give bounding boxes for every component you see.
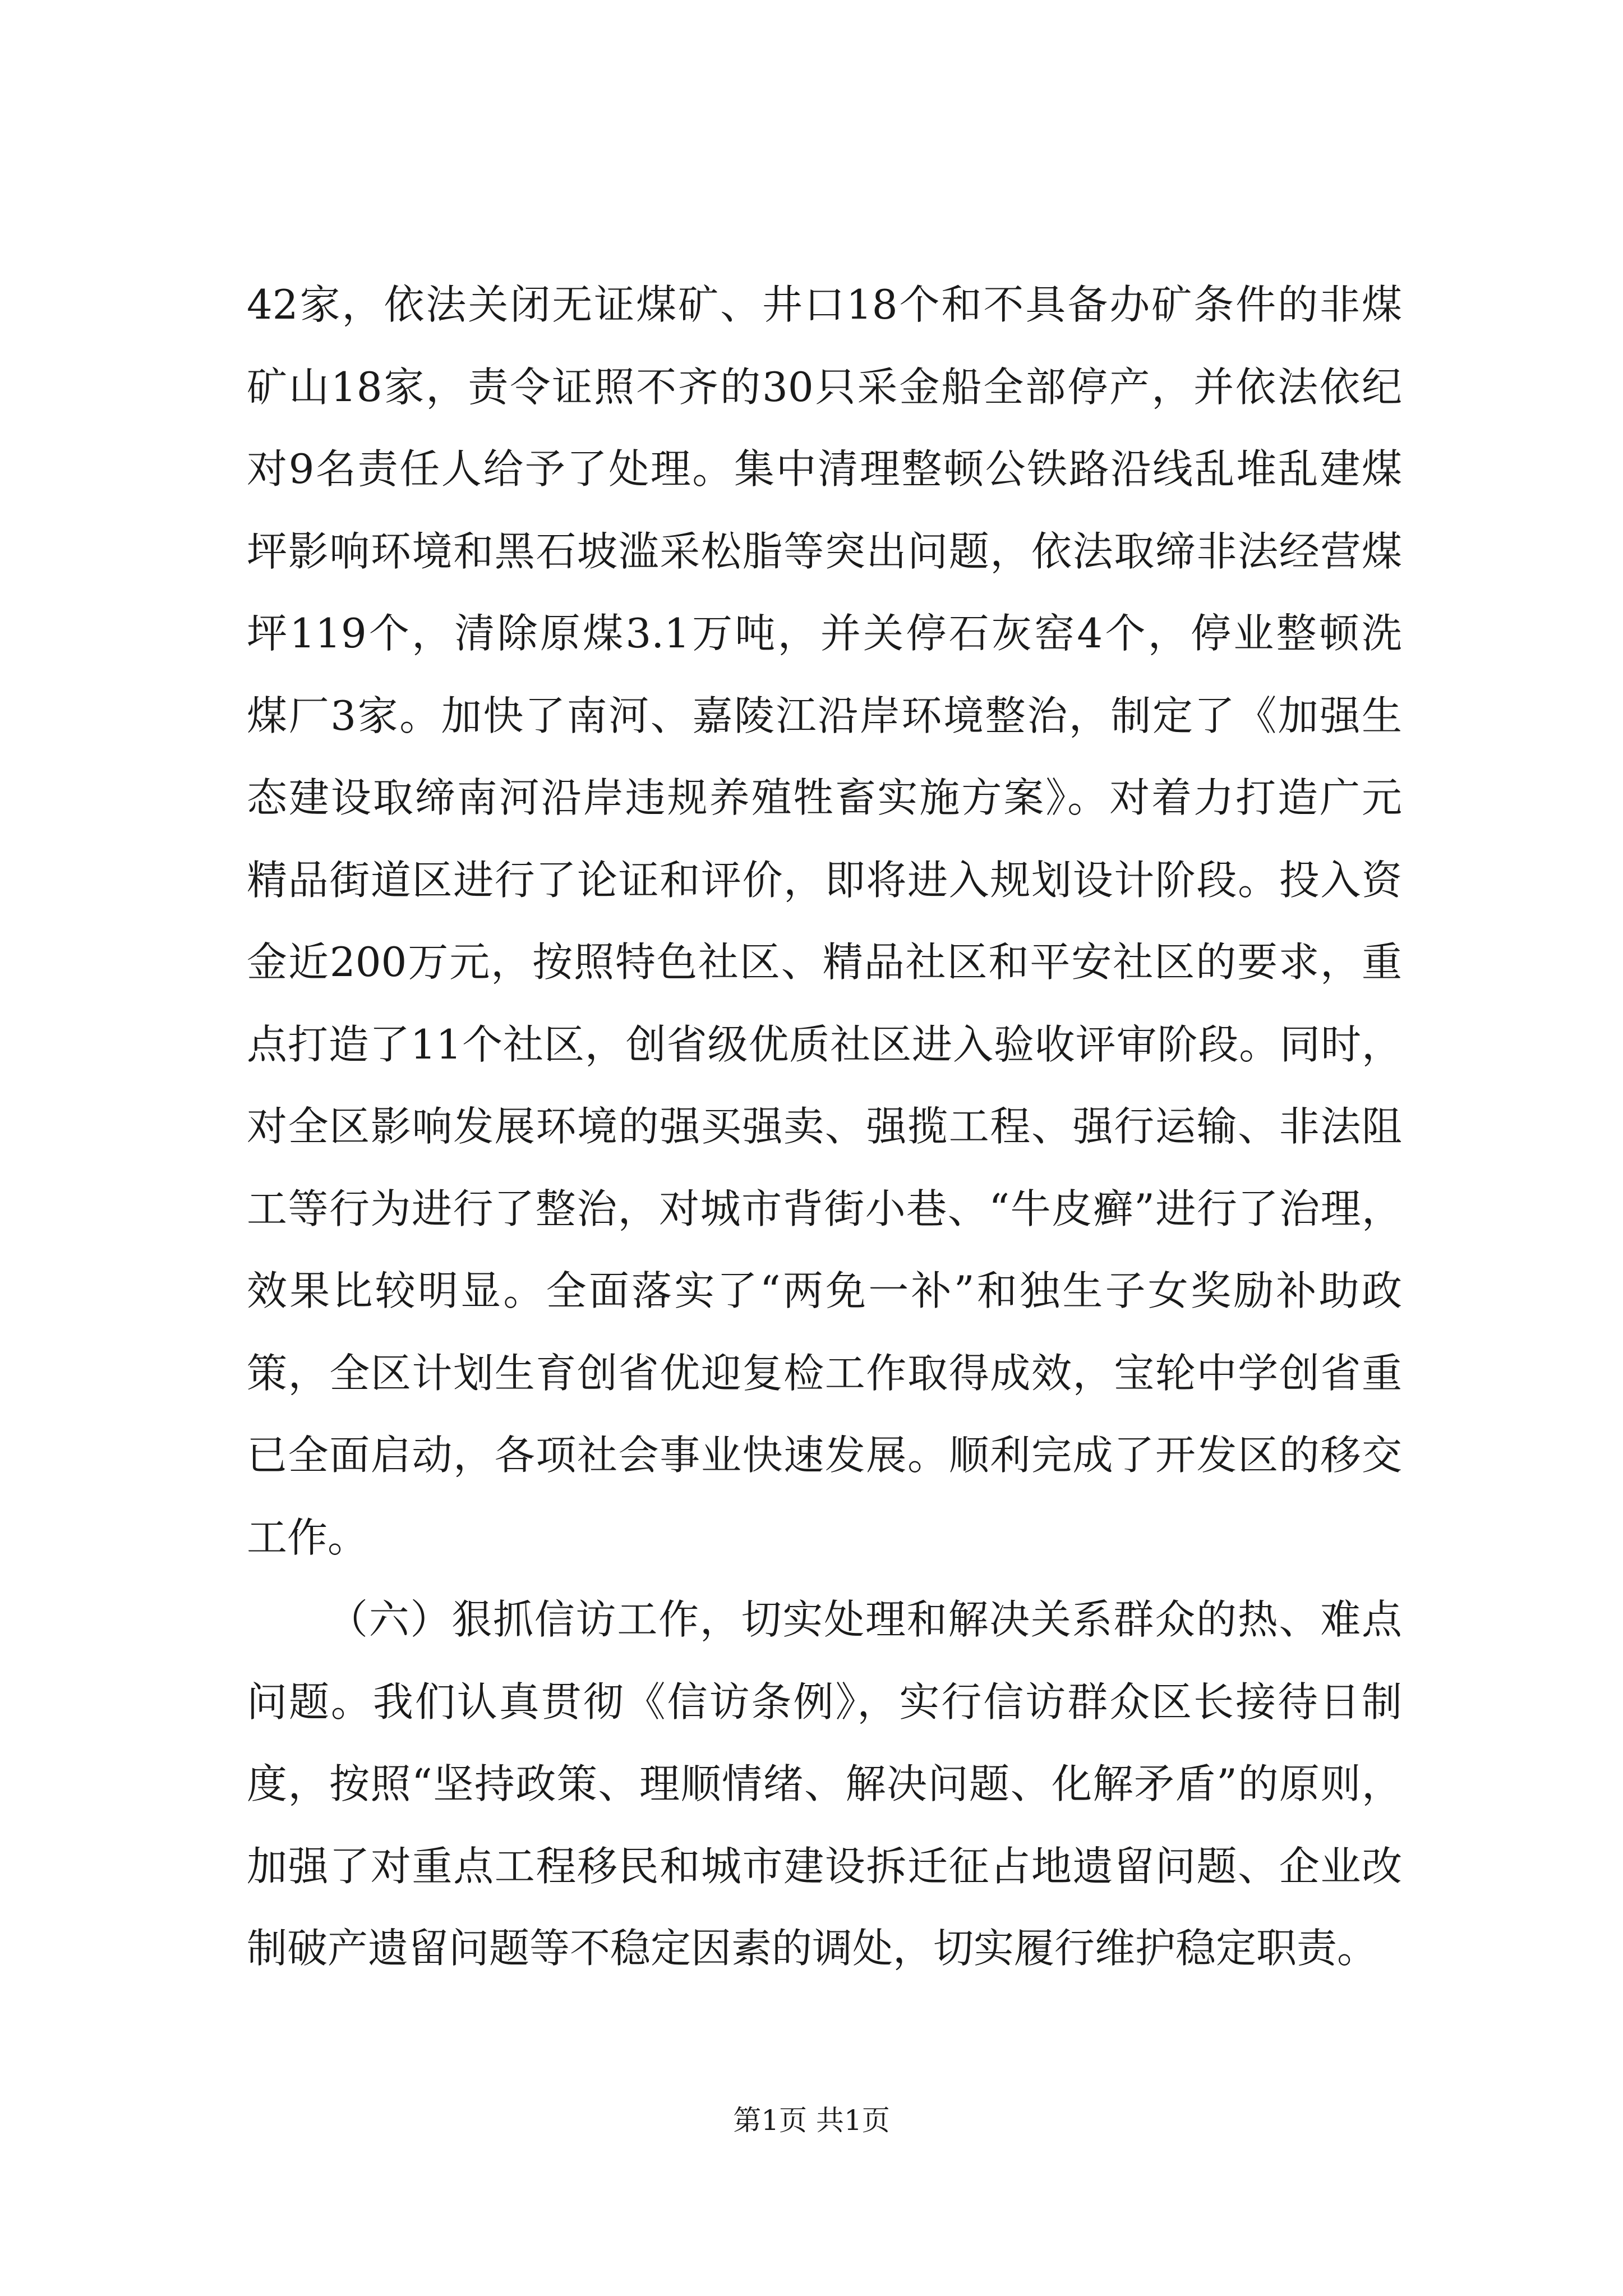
- page-number-label: 第1页 共1页: [733, 2104, 890, 2137]
- text-line: 点打造了11个社区，创省级优质社区进入验收评审阶段。同时，: [247, 1020, 1402, 1068]
- text-line: 对全区影响发展环境的强买强卖、强揽工程、强行运输、非法阻: [247, 1103, 1402, 1150]
- text-line: 态建设取缔南河沿岸违规养殖牲畜实施方案》。对着力打造广元: [247, 774, 1402, 821]
- text-line: 制破产遗留问题等不稳定因素的调处，切实履行维护稳定职责。: [247, 1925, 1378, 1972]
- text-line: 煤厂3家。加快了南河、嘉陵江沿岸环境整治，制定了《加强生: [247, 692, 1402, 739]
- text-line: 矿山18家，责令证照不齐的30只采金船全部停产，并依法依纪: [247, 363, 1402, 411]
- text-line: 加强了对重点工程移民和城市建设拆迁征占地遗留问题、企业改: [247, 1842, 1402, 1890]
- text-line: 问题。我们认真贯彻《信访条例》，实行信访群众区长接待日制: [247, 1678, 1402, 1726]
- text-line: 坪影响环境和黑石坡滥采松脂等突出问题，依法取缔非法经营煤: [247, 527, 1402, 575]
- text-line: 策，全区计划生育创省优迎复检工作取得成效，宝轮中学创省重: [247, 1349, 1402, 1397]
- body-text: [247, 264, 1402, 1990]
- text-line: 已全面启动，各项社会事业快速发展。顺利完成了开发区的移交: [247, 1432, 1402, 1479]
- text-line: 金近200万元，按照特色社区、精品社区和平安社区的要求，重: [247, 938, 1402, 986]
- text-line: 度，按照“坚持政策、理顺情绪、解决问题、化解矛盾”的原则，: [247, 1760, 1402, 1807]
- section-heading-line: （六）狠抓信访工作，切实处理和解决关系群众的热、难点: [328, 1596, 1402, 1643]
- text-line: 对9名责任人给予了处理。集中清理整顿公铁路沿线乱堆乱建煤: [247, 445, 1402, 493]
- text-line: 效果比较明显。全面落实了“两免一补”和独生子女奖励补助政: [247, 1267, 1402, 1314]
- text-line: 精品街道区进行了论证和评价，即将进入规划设计阶段。投入资: [247, 856, 1402, 904]
- page-footer: [0, 2104, 1623, 2137]
- text-line: 工等行为进行了整治，对城市背街小巷、“牛皮癣”进行了治理，: [247, 1185, 1402, 1232]
- text-line: 42家，依法关闭无证煤矿、井口18个和不具备办矿条件的非煤: [247, 281, 1402, 328]
- text-line: 坪119个，清除原煤3.1万吨，并关停石灰窑4个，停业整顿洗: [247, 610, 1402, 657]
- text-line: 工作。: [247, 1513, 368, 1561]
